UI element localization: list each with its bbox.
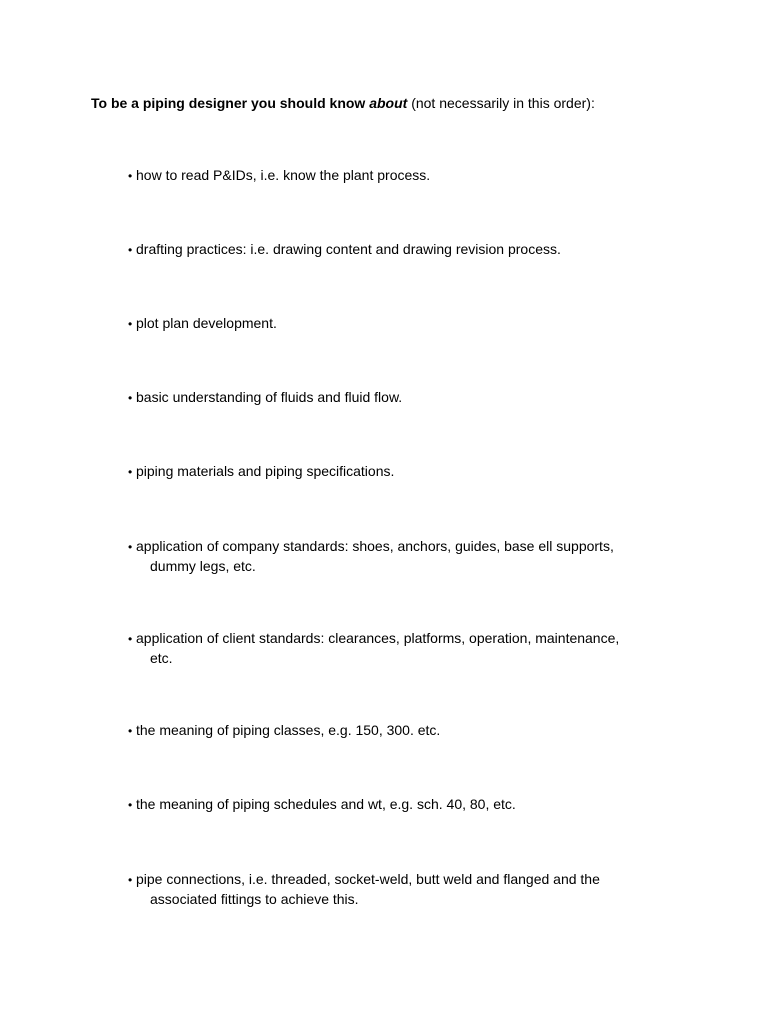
bullet-icon: •: [128, 317, 133, 331]
bullet-icon: •: [128, 724, 133, 738]
list-item-text: piping materials and piping specifications.: [136, 463, 395, 479]
list-item-text: the meaning of piping schedules and wt, e.g. sch. 40, 80, etc.: [136, 796, 516, 812]
list-item-text: drafting practices: i.e. drawing content and drawing revision process.: [136, 241, 561, 257]
intro-emphasis: about: [369, 95, 408, 111]
list-item-text-continued: etc.: [150, 650, 173, 666]
bullet-icon: •: [128, 540, 133, 554]
list-item-fluids: [128, 388, 688, 408]
list-item-piping-schedules: [128, 795, 688, 815]
bullet-icon: •: [128, 391, 133, 405]
list-item-text-continued: dummy legs, etc.: [150, 558, 256, 574]
list-item-text: application of client standards: clearances, platforms, operation, maintenance,: [136, 630, 620, 646]
bullet-icon: •: [128, 798, 133, 812]
list-item-text: plot plan development.: [136, 315, 277, 331]
list-item-plot-plan: [128, 314, 688, 334]
list-item-text: pipe connections, i.e. threaded, socket-weld, butt weld and flanged and the: [136, 871, 600, 887]
bullet-icon: •: [128, 169, 133, 183]
list-item-piping-classes: [128, 721, 688, 741]
list-item-text: basic understanding of fluids and fluid flow.: [136, 389, 403, 405]
bullet-icon: •: [128, 465, 133, 479]
list-item-text: the meaning of piping classes, e.g. 150, 300. etc.: [136, 722, 441, 738]
intro-tail: (not necessarily in this order):: [407, 95, 595, 111]
intro-lead: To be a piping designer you should know: [91, 95, 370, 111]
list-item-text-continued: associated fittings to achieve this.: [150, 891, 359, 907]
list-item-read-pids: [128, 166, 688, 186]
list-item-company-standards: [128, 537, 688, 576]
list-item-text: how to read P&IDs, i.e. know the plant process.: [136, 167, 431, 183]
bullet-icon: •: [128, 873, 133, 887]
list-item-client-standards: [128, 629, 688, 668]
bullet-icon: •: [128, 632, 133, 646]
list-item-piping-materials: [128, 462, 688, 482]
intro-sentence: [91, 94, 595, 112]
list-item-drafting-practices: [128, 240, 688, 260]
list-item-text: application of company standards: shoes, anchors, guides, base ell supports,: [136, 538, 614, 554]
list-item-pipe-connections: [128, 870, 688, 909]
bullet-icon: •: [128, 243, 133, 257]
